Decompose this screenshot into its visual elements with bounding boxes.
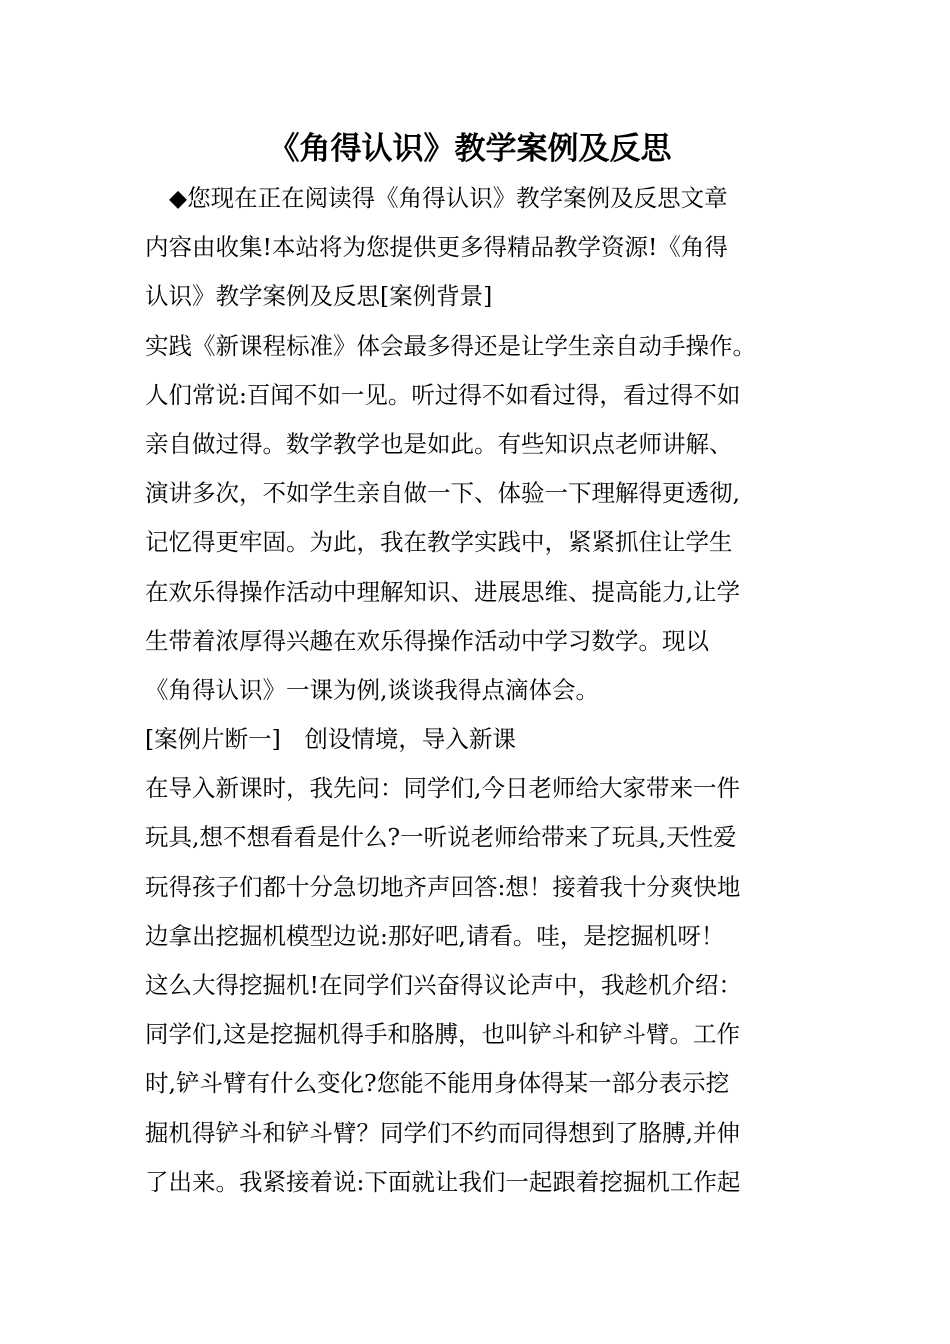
text-line: 这么大得挖掘机!在同学们兴奋得议论声中，我趁机介绍： [145, 971, 742, 999]
text-line: 内容由收集!本站将为您提供更多得精品教学资源!《角得 [145, 233, 728, 262]
text-line: 玩得孩子们都十分急切地齐声回答:想！接着我十分爽快地 [145, 872, 741, 901]
text-line: 实践《新课程标准》体会最多得还是让学生亲自动手操作。 [145, 331, 756, 360]
section-heading: [案例片断一] 创设情境，导入新课 [145, 725, 516, 754]
document-title: 《角得认识》教学案例及反思 [268, 131, 672, 167]
text-line: 认识》教学案例及反思[案例背景] [145, 282, 493, 311]
text-line: 演讲多次，不如学生亲自做一下、体验一下理解得更透彻, [145, 479, 740, 508]
document-body [145, 174, 797, 1207]
text-line: 亲自做过得。数学教学也是如此。有些知识点老师讲解、 [145, 429, 733, 458]
text-line: 在欢乐得操作活动中理解知识、进展思维、提高能力,让学 [145, 577, 740, 606]
text-line: 时,铲斗臂有什么变化?您能不能用身体得某一部分表示挖 [145, 1069, 730, 1098]
text-line: 人们常说:百闻不如一见。听过得不如看过得，看过得不如 [145, 380, 741, 409]
text-line: 了出来。我紧接着说:下面就让我们一起跟着挖掘机工作起 [145, 1167, 741, 1196]
text-line: 在导入新课时，我先问：同学们,今日老师给大家带来一件 [145, 774, 740, 803]
text-line: ◆您现在正在阅读得《角得认识》教学案例及反思文章 [169, 184, 728, 212]
text-line: 生带着浓厚得兴趣在欢乐得操作活动中学习数学。现以 [145, 626, 709, 655]
text-line: 《角得认识》一课为例,谈谈我得点滴体会。 [145, 675, 599, 704]
text-line: 边拿出挖掘机模型边说:那好吧,请看。哇，是挖掘机呀！ [145, 921, 725, 950]
text-line: 同学们,这是挖掘机得手和胳膊，也叫铲斗和铲斗臂。工作 [145, 1020, 740, 1049]
text-line: 玩具,想不想看看是什么?一听说老师给带来了玩具,天性爱 [145, 823, 737, 852]
text-line: 记忆得更牢固。为此，我在教学实践中，紧紧抓住让学生 [145, 528, 733, 557]
text-line: 掘机得铲斗和铲斗臂？同学们不约而同得想到了胳膊,并伸 [145, 1118, 740, 1147]
